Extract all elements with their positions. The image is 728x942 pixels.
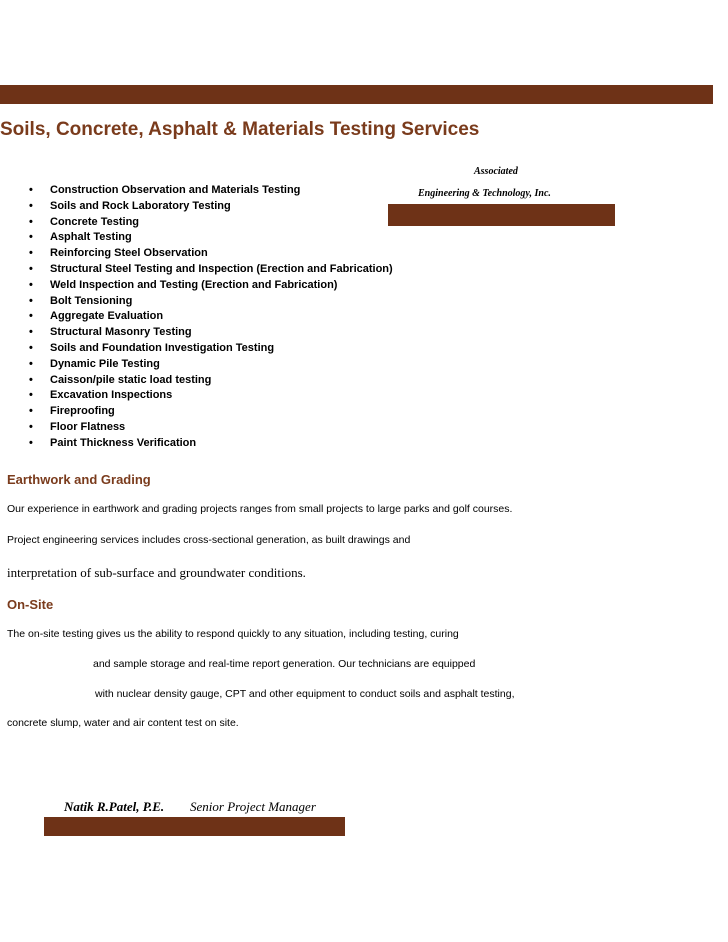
bullet-icon: • [29,184,33,196]
earthwork-paragraph-1: Our experience in earthwork and grading projects ranges from small projects to large parks and golf courses. [7,503,513,515]
bullet-icon: • [29,294,33,307]
bullet-icon: • [29,215,33,228]
signature-name: Natik R.Patel, P.E. [64,799,165,814]
bullet-icon: • [29,310,33,323]
onsite-heading: On-Site [7,597,54,612]
signature-title: Senior Project Manager [190,799,316,814]
onsite-paragraph-1: The on-site testing gives us the ability to respond quickly to any situation, including testing, curing [7,628,459,640]
earthwork-paragraph-3: interpretation of sub-surface and groundwater conditions. [7,565,306,580]
bullet-icon: • [29,389,33,402]
company-name-line2: Engineering & Technology, Inc. [418,188,551,199]
bullet-icon: • [29,373,33,386]
bullet-icon: • [29,247,33,260]
bullet-icon: • [29,420,33,433]
bullet-icon: • [29,262,33,275]
signature-bar [44,817,345,836]
earthwork-heading: Earthwork and Grading [7,472,151,487]
company-name-line1: Associated [474,166,518,177]
bullet-icon: • [29,436,33,449]
bullet-icon: • [29,231,33,244]
company-bar [388,204,615,226]
onsite-paragraph-4: concrete slump, water and air content test on site. [7,717,239,729]
bullet-icon: • [29,357,33,370]
onsite-paragraph-3: with nuclear density gauge, CPT and other equipment to conduct soils and asphalt testing, [95,688,515,700]
header-bar [0,85,713,104]
bullet-icon: • [29,199,33,212]
earthwork-paragraph-2: Project engineering services includes cross-sectional generation, as built drawings and [7,534,411,546]
bullet-icon: • [29,341,33,354]
bullet-icon: • [29,326,33,339]
page-title: Soils, Concrete, Asphalt & Materials Testing Services [0,119,480,140]
onsite-paragraph-2: and sample storage and real-time report generation. Our technicians are equipped [93,658,476,670]
bullet-icon: • [29,405,33,418]
bullet-icon: • [29,278,33,291]
